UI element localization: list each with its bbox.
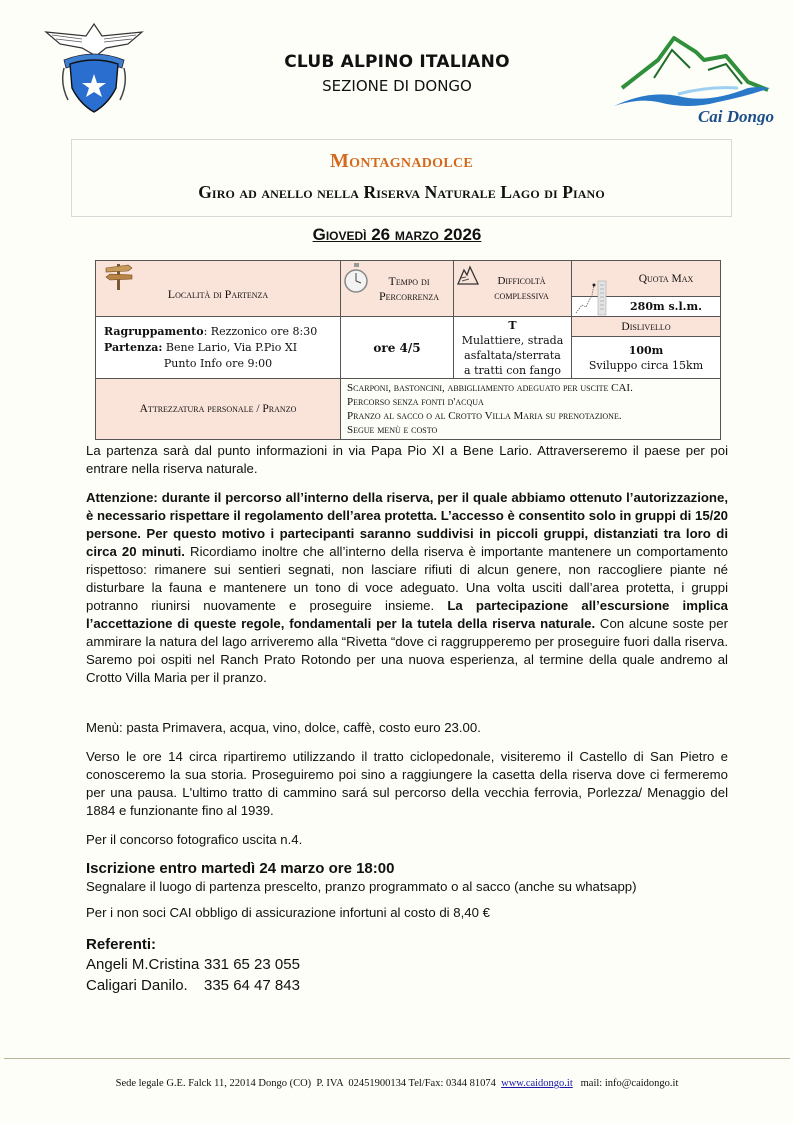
header-difficolta [454, 261, 572, 317]
referente-name: Caligari Danilo. [86, 977, 188, 994]
footer-address: Sede legale G.E. Falck 11, 22014 Dongo (CO) P. IVA 02451900134 Tel/Fax: 0344 81074 [115, 1078, 502, 1089]
signpost-icon [104, 262, 134, 290]
attention-text-1: Ricordiamo inoltre che all’interno della riserva è importante mantenere un comportamento rispettoso: rimanere sui sentieri segnati, non lasciare rifiuti di alcun genere, non raccogliere piante né disturbare la fauna e mantenere un tono di voce adeguato. Una volta usciti dall’area protetta, i gruppi potranno riunirsi nuovamente e proseguire insieme. [86, 544, 729, 613]
ragruppamento-label: Ragruppamento [104, 324, 204, 338]
referenti-heading: Referenti: [86, 936, 157, 953]
difficolta-desc-2: asfaltata/sterrata [464, 348, 561, 362]
iscrizione-block [86, 860, 728, 896]
difficolta-desc-3: a tratti con fango [464, 363, 561, 377]
tempo-value: ore 4/5 [341, 317, 454, 379]
partenza-label: Partenza: [104, 340, 163, 354]
footer-divider [4, 1058, 790, 1059]
attention-text-2: Con alcune soste per ammirare la natura del lago arriveremo alla “Rivetta “dove ci raggrupperemo per proseguire fuori dalla riserva. Saremo poi ospiti nel Ranch Prato Rotondo per una nuova esperienza, al termine della quale andremo al Crotto Villa Maria per il pranzo. [86, 616, 728, 685]
attrezzatura-line: Percorso senza fonti d'acqua [347, 396, 484, 408]
svg-text:Cai Dongo: Cai Dongo [697, 107, 775, 125]
partenza-value: Bene Lario, Via P.Pio XI [162, 340, 298, 354]
referente-row [86, 954, 728, 975]
footer [0, 1078, 794, 1089]
menu-paragraph: Menù: pasta Primavera, acqua, vino, dolce, caffè, costo euro 23.00. [86, 720, 481, 735]
mountain-icon [457, 264, 479, 286]
attrezzatura-line: Scarponi, bastoncini, abbigliamento adeguato per uscite CAI. [347, 382, 633, 394]
punto-info: Punto Info ore 9:00 [163, 356, 273, 370]
difficolta-grade: T [508, 318, 517, 332]
header-localita [96, 261, 341, 317]
quota-max-value: 280m s.l.m. [630, 300, 702, 313]
quota-max-cell [572, 297, 721, 317]
header-quota-max-label: Quota Max [638, 272, 694, 285]
referenti-block [86, 936, 728, 996]
event-info-table [95, 260, 721, 440]
localita-cell [96, 317, 341, 379]
sviluppo-value: Sviluppo circa 15km [588, 358, 704, 372]
attrezzatura-line: Pranzo al sacco o al Crotto Villa Maria su prenotazione. [347, 410, 622, 422]
referente-row [86, 975, 728, 996]
header-difficolta-label: Difficoltà complessiva [494, 274, 549, 302]
concorso-paragraph: Per il concorso fotografico uscita n.4. [86, 832, 303, 847]
footer-mail: mail: info@caidongo.it [572, 1078, 679, 1089]
referente-phone: 335 64 47 843 [204, 977, 300, 994]
referente-phone: 331 65 23 055 [204, 956, 300, 973]
altitude-chart-icon [574, 279, 610, 317]
cai-dongo-logo [608, 30, 778, 125]
afternoon-paragraph: Verso le ore 14 circa ripartiremo utilizzando il tratto ciclopedonale, visiteremo il Castello di San Pietro e conosceremo la sua storia. Proseguiremo poi sino a raggiungere la casetta della riserva dove ci fermeremo per una pausa. L'ultimo tratto di cammino sará sul percorso della vecchia ferrovia, Porlezza/ Menaggio del 1884 e funzionante fino al 1939. [86, 749, 728, 818]
mountain-lake-icon [608, 30, 778, 125]
header-tempo [341, 261, 454, 317]
referente-name: Angeli M.Cristina [86, 956, 200, 973]
stopwatch-icon [343, 263, 369, 295]
ragruppamento-value: : Rezzonico ore 8:30 [203, 324, 318, 338]
attrezzatura-label: Attrezzatura personale / Pranzo [96, 379, 341, 440]
header-dislivello: Dislivello [572, 317, 721, 337]
attrezzatura-cell [341, 379, 721, 440]
header-localita-label: Località di Partenza [167, 287, 269, 301]
dislivello-value: 100m [628, 343, 664, 357]
dislivello-cell [572, 337, 721, 379]
intro-paragraph: La partenza sarà dal punto informazioni in via Papa Pio XI a Bene Lario. Attraverseremo il paese per poi entrare nella riserva naturale. [86, 443, 728, 476]
difficolta-cell [454, 317, 572, 379]
org-title: CLUB ALPINO ITALIANO [284, 52, 510, 72]
attention-bold-2: La partecipazione all’escursione implica l’accettazione di queste regole, fondamentali per la tutela della riserva naturale. [86, 598, 729, 631]
website-link[interactable]: www.caidongo.it [501, 1078, 573, 1089]
assicurazione-paragraph: Per i non soci CAI obbligo di assicurazione infortuni al costo di 8,40 € [86, 905, 490, 920]
event-title-box [71, 139, 732, 217]
event-subtitle: Giro ad anello nella Riserva Naturale Lago di Piano [198, 182, 605, 202]
difficolta-desc-1: Mulattiere, strada [461, 333, 564, 347]
iscrizione-text: Segnalare il luogo di partenza prescelto, pranzo programmato o al sacco (anche su whatsapp) [86, 879, 637, 894]
org-subtitle: SEZIONE DI DONGO [322, 77, 472, 95]
attrezzatura-line: Segue menù e costo [347, 424, 438, 436]
event-date: Giovedì 26 marzo 2026 [312, 225, 482, 244]
attention-paragraph [86, 489, 728, 687]
attention-bold-1: Attenzione: durante il percorso all’interno della riserva, per il quale abbiamo ottenuto l’autorizzazione, è necessario rispettare il regolamento dell’area protetta. L’accesso è consentito solo in gruppi di 15/20 persone. Per questo motivo i partecipanti saranno suddivisi in piccoli gruppi, distanziati tra loro di circa 20 minuti. [86, 490, 729, 559]
iscrizione-heading: Iscrizione entro martedì 24 marzo ore 18:00 [86, 860, 395, 877]
event-name: Montagnadolce [329, 150, 474, 172]
header-tempo-label: Tempo di Percorrenza [378, 273, 439, 303]
